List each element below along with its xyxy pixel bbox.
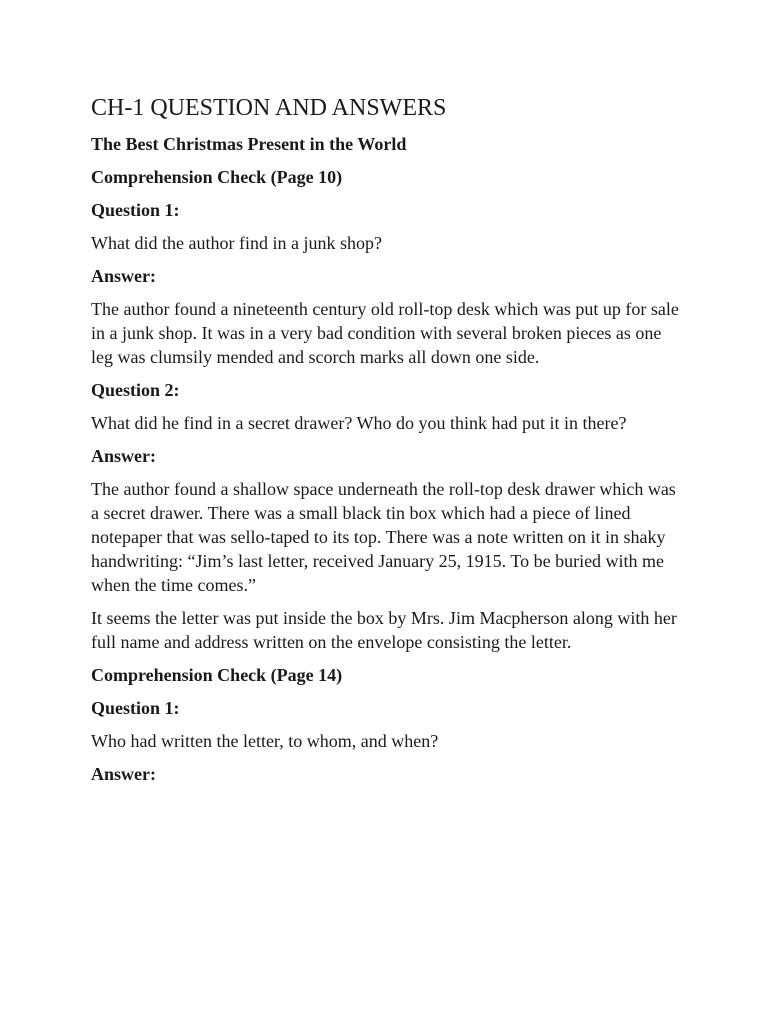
question-text: What did he find in a secret drawer? Who do you think had put it in there? [91,413,627,433]
answer-paragraph: The author found a shallow space underneath the roll-top desk drawer which was a secret drawer. There was a small black tin box which had a piece of lined notepaper that was sello-taped to its top. There was a note written on it in shaky handwriting: “Jim’s last letter, received January 25, 1915. To be buried with me when the time comes.” [91,479,676,595]
document-page [91,94,681,795]
answer-label: Answer: [91,764,156,784]
question-text: Who had written the letter, to whom, and when? [91,731,439,751]
answer-label: Answer: [91,266,156,286]
question-label: Question 1: [91,200,180,220]
section-heading-page-14: Comprehension Check (Page 14) [91,665,343,685]
question-label: Question 2: [91,380,180,400]
chapter-subtitle: The Best Christmas Present in the World [91,134,407,154]
question-label: Question 1: [91,698,180,718]
question-text: What did the author find in a junk shop? [91,233,382,253]
answer-label: Answer: [91,446,156,466]
answer-paragraph: The author found a nineteenth century old roll-top desk which was put up for sale in a junk shop. It was in a very bad condition with several broken pieces as one leg was clumsily mended and scorch marks all down one side. [91,299,679,367]
section-heading-page-10: Comprehension Check (Page 10) [91,167,343,187]
answer-paragraph: It seems the letter was put inside the box by Mrs. Jim Macpherson along with her full name and address written on the envelope consisting the letter. [91,608,677,652]
page-title: CH-1 QUESTION AND ANSWERS [91,95,447,121]
